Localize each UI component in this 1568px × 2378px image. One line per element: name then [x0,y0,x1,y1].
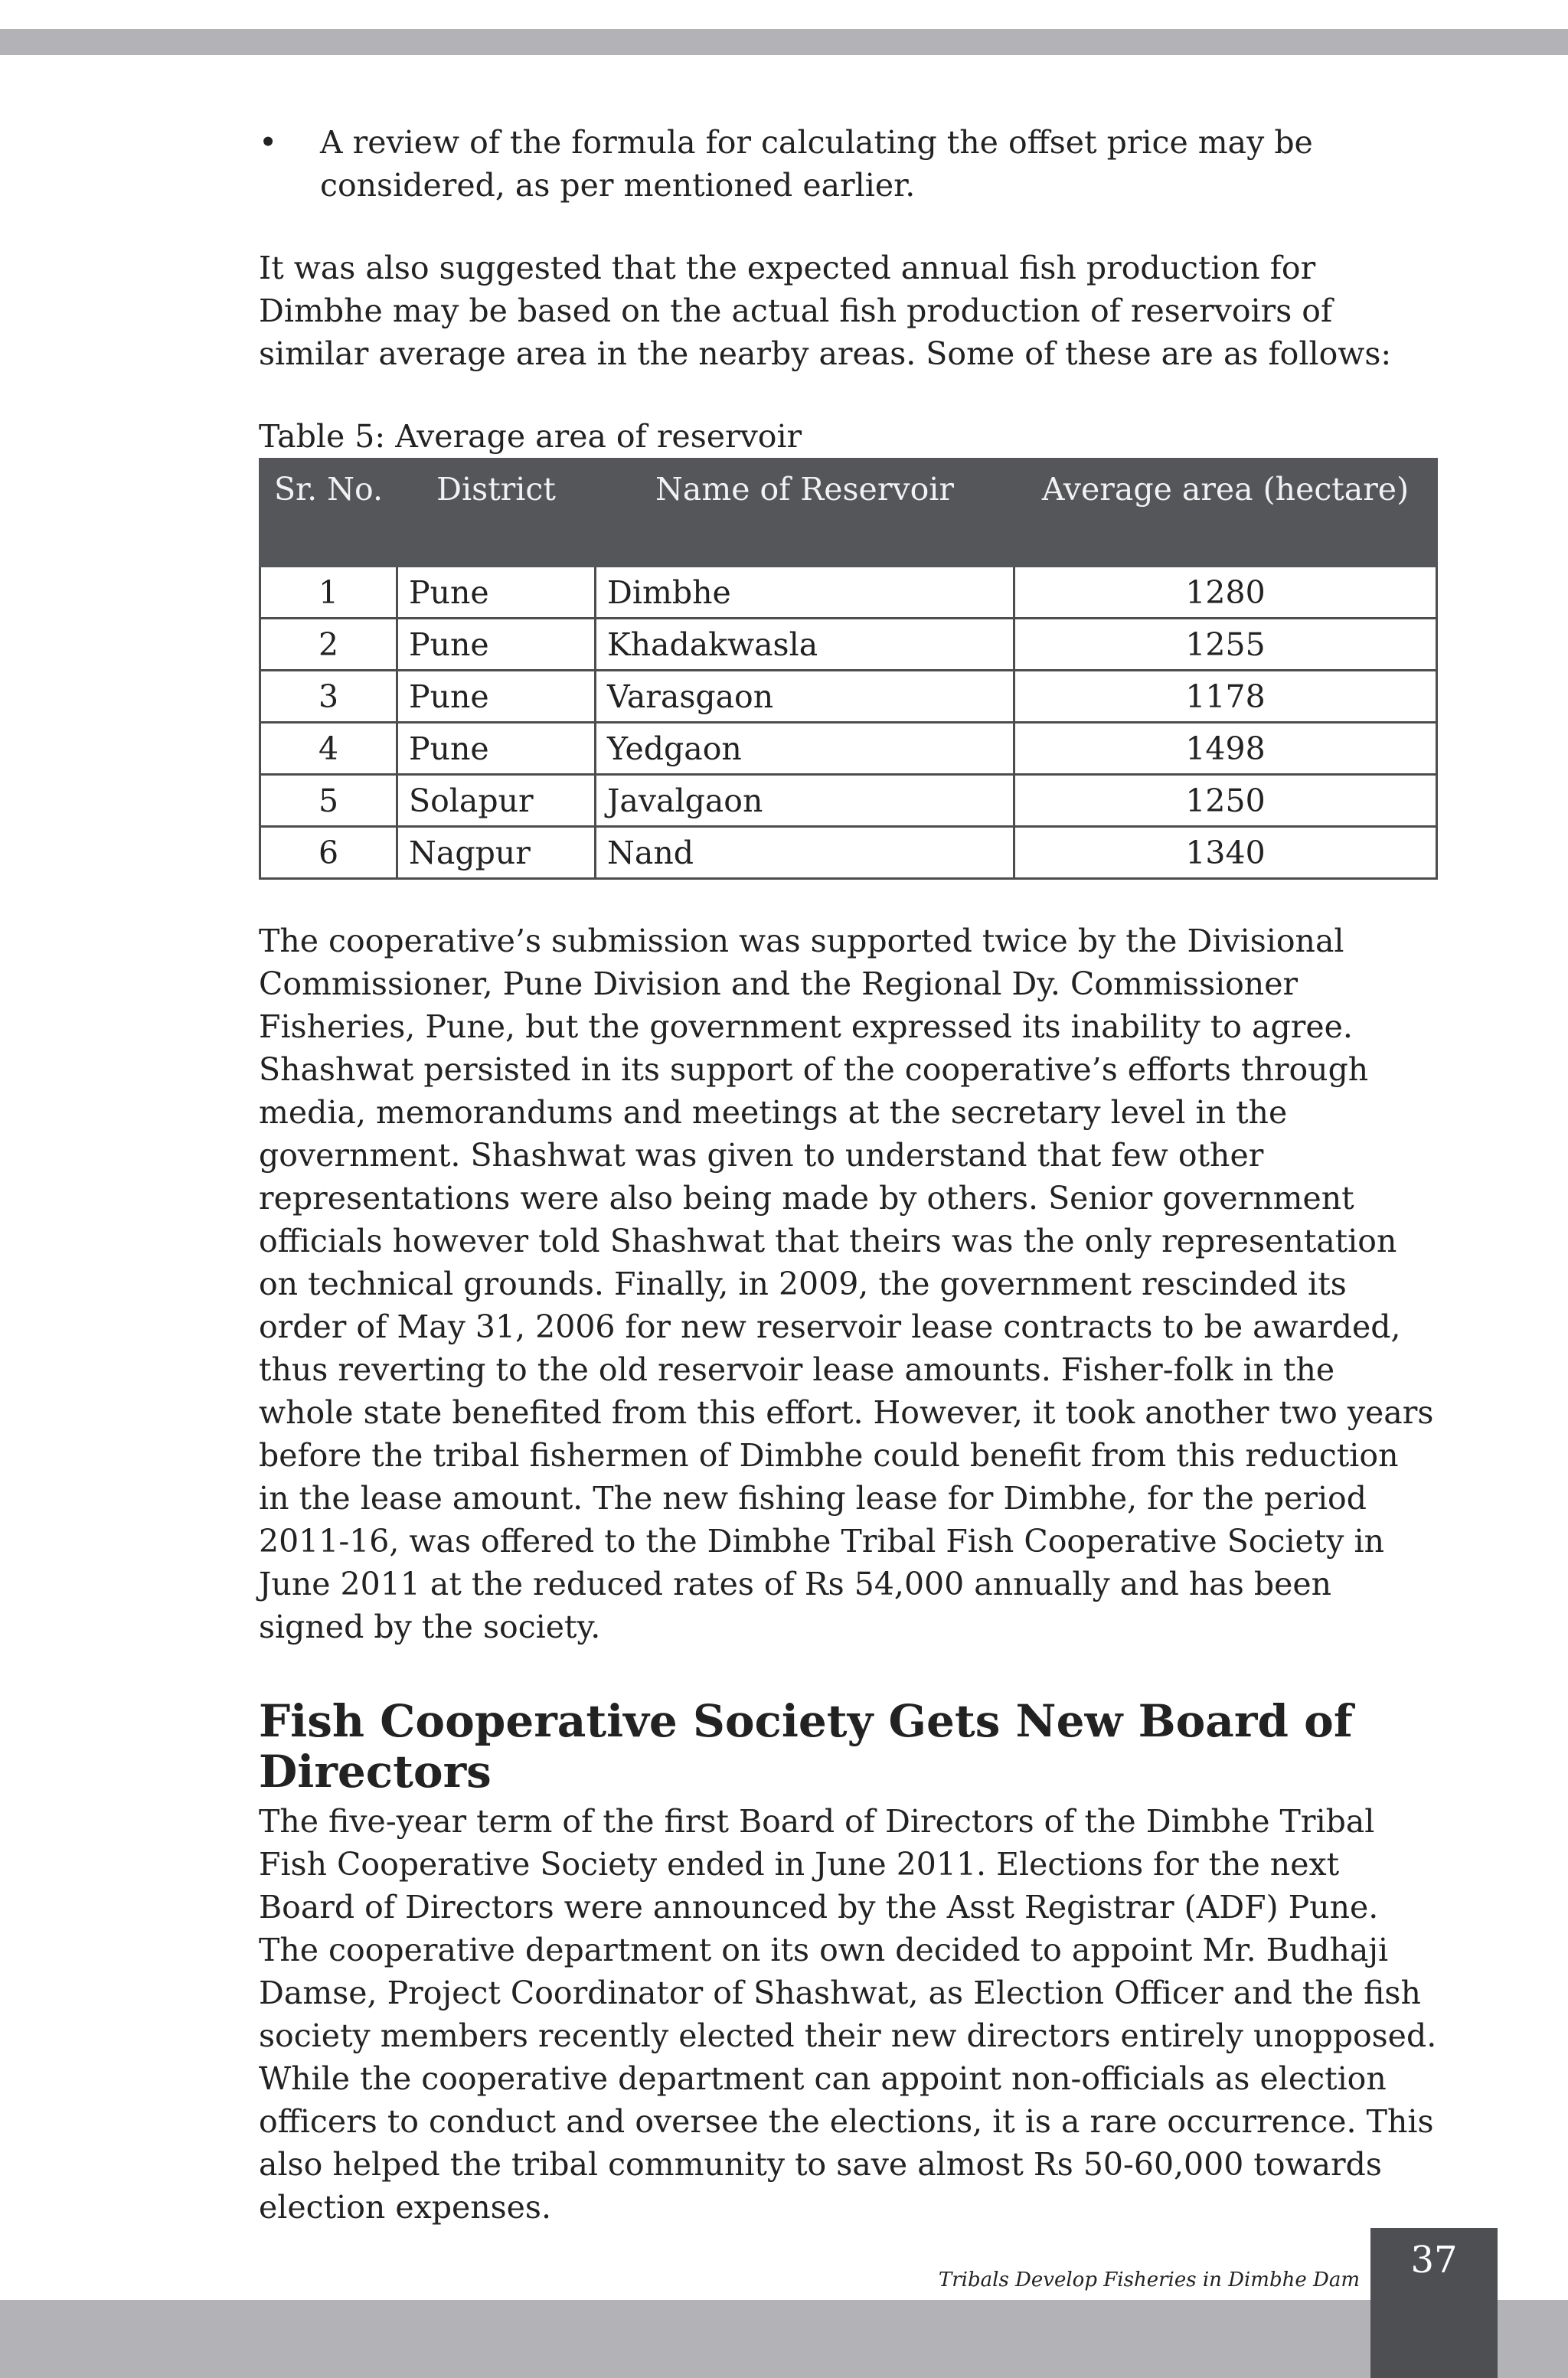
table-row [260,723,1437,775]
table-cell: Solapur [397,775,596,827]
table-cell: 5 [260,775,397,827]
table-row [260,567,1437,619]
table-row [260,775,1437,827]
table-cell: Javalgaon [596,775,1014,827]
table-cell: Pune [397,723,596,775]
table-caption: Table 5: Average area of reservoir [259,418,802,455]
table-cell: 2 [260,619,397,671]
page-number: 37 [1410,2239,1458,2282]
table-cell: Varasgaon [596,671,1014,723]
table-header-row [260,459,1437,567]
column-header: Average area (hectare) [1014,459,1437,567]
top-decorative-bar [0,29,1568,55]
table-row [260,619,1437,671]
table-cell: Nagpur [397,827,596,879]
table-row [260,671,1437,723]
table-row [260,827,1437,879]
table-cell: 1340 [1014,827,1437,879]
table-cell: Khadakwasla [596,619,1014,671]
table-cell: Pune [397,567,596,619]
table-cell: 1 [260,567,397,619]
page-content [259,121,1438,2229]
paragraph-2: The cooperative’s submission was supported twice by the Divisional Commissioner, Pune Division and the Regional Dy. Commissioner Fisheries, Pune, but the government expressed its inability to agree. Shashwat persisted in its support of the cooperative’s efforts through media, memorandums and meetings at the secretary level in the government. Shashwat was given to understand that few other representations were also being made by others. Senior government officials however told Shashwat that theirs was the only representation on technical grounds. Finally, in 2009, the government rescinded its order of May 31, 2006 for new reservoir lease contracts to be awarded, thus reverting to the old reservoir lease amounts. Fisher-folk in the whole state benefited from this effort. However, it took another two years before the tribal fishermen of Dimbhe could benefit from this reduction in the lease amount. The new fishing lease for Dimbhe, for the period 2011-16, was offered to the Dimbhe Tribal Fish Cooperative Society in June 2011 at the reduced rates of Rs 54,000 annually and has been signed by the society. [259,923,1434,1645]
table-cell: 6 [260,827,397,879]
table-cell: 4 [260,723,397,775]
paragraph-3: The five-year term of the first Board of Directors of the Dimbhe Tribal Fish Cooperative Society ended in June 2011. Elections for the next Board of Directors were announced by the Asst Registrar (ADF) Pune. The cooperative department on its own decided to appoint Mr. Budhaji Damse, Project Coordinator of Shashwat, as Election Officer and the fish society members recently elected their new directors entirely unopposed. While the cooperative department can appoint non-officials as election officers to conduct and oversee the elections, it is a rare occurrence. This also helped the tribal community to save almost Rs 50-60,000 towards election expenses. [259,1803,1437,2226]
reservoir-table [259,458,1438,880]
table-cell: 1178 [1014,671,1437,723]
bullet-item [259,121,1438,207]
table-cell: 1250 [1014,775,1437,827]
bottom-decorative-bar [0,2300,1568,2378]
bullet-text: A review of the formula for calculating the offset price may be considered, as per mentioned earlier. [320,124,1313,204]
table-cell: 3 [260,671,397,723]
table-cell: Nand [596,827,1014,879]
table-cell: Yedgaon [596,723,1014,775]
table-cell: 1255 [1014,619,1437,671]
column-header: Sr. No. [260,459,397,567]
bullet-dot-icon: • [259,124,278,161]
table-cell: Dimbhe [596,567,1014,619]
column-header: District [397,459,596,567]
section-heading: Fish Cooperative Society Gets New Board of Directors [259,1695,1353,1798]
table-cell: 1280 [1014,567,1437,619]
table-cell: Pune [397,671,596,723]
table-cell: Pune [397,619,596,671]
table-cell: 1498 [1014,723,1437,775]
running-footer-title: Tribals Develop Fisheries in Dimbhe Dam [938,2269,1360,2291]
column-header: Name of Reservoir [596,459,1014,567]
paragraph-1: It was also suggested that the expected annual fish production for Dimbhe may be based on the actual fish production of reservoirs of similar average area in the nearby areas. Some of these are as follows: [259,250,1392,372]
